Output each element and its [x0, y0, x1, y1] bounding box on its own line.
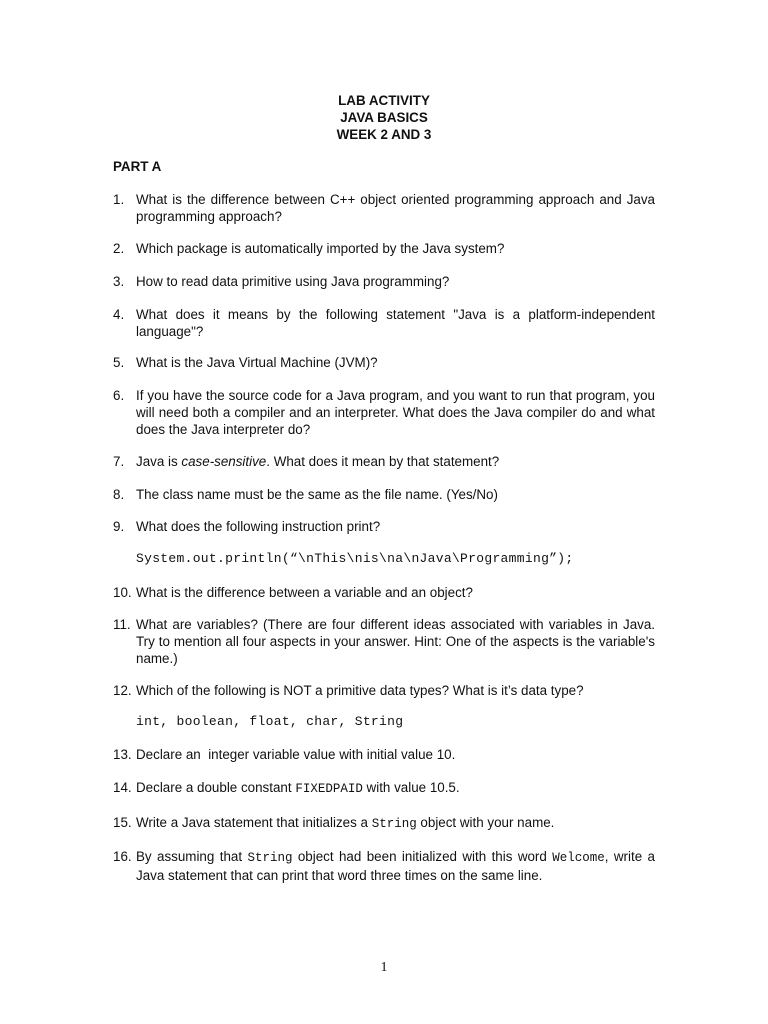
question-text: What is the difference between C++ object oriented programming approach and Java programming approach?	[136, 192, 655, 224]
title-week: WEEK 2 AND 3	[336, 127, 432, 142]
code-type-list: int, boolean, float, char, String	[136, 714, 404, 729]
question-text: If you have the source code for a Java program, and you want to run that program, you will need both a compiler and an interpreter. What does the Java compiler do and what does the Java interpreter do?	[136, 388, 655, 437]
question-2	[113, 240, 655, 257]
question-12	[113, 682, 655, 699]
question-number: 6.	[113, 388, 125, 403]
question-number: 12.	[113, 683, 132, 698]
question-15	[113, 814, 655, 833]
page-number: 1	[380, 960, 388, 975]
question-text-part: Declare a double constant	[136, 780, 296, 795]
question-text	[136, 453, 655, 470]
question-text	[136, 848, 655, 884]
question-text: How to read data primitive using Java programming?	[136, 274, 450, 289]
question-1	[113, 191, 655, 225]
title-lab-activity: LAB ACTIVITY	[338, 93, 430, 108]
question-text: What is the difference between a variable and an object?	[136, 585, 473, 600]
question-9	[113, 518, 655, 535]
question-10	[113, 584, 655, 601]
question-text-part: Java is	[136, 454, 182, 469]
question-text-part: object had been initialized with this word	[292, 849, 553, 864]
question-text: What is the Java Virtual Machine (JVM)?	[136, 355, 378, 370]
question-number: 13.	[113, 747, 132, 762]
question-16	[113, 848, 655, 884]
question-text-part: By assuming that	[136, 849, 248, 864]
question-number: 11.	[113, 617, 131, 632]
question-number: 8.	[113, 487, 125, 502]
question-text: What does the following instruction print?	[136, 519, 381, 534]
question-text-part: Write a Java statement that initializes a	[136, 815, 372, 830]
question-14	[113, 779, 655, 798]
question-3	[113, 273, 655, 290]
question-text: Which package is automatically imported by the Java system?	[136, 241, 505, 256]
inline-code: String	[247, 851, 293, 865]
question-number: 10.	[113, 585, 132, 600]
question-text: What does it means by the following statement "Java is a platform-independent language"?	[136, 307, 655, 339]
inline-code: FIXEDPAID	[295, 782, 363, 796]
question-number: 1.	[113, 192, 125, 207]
inline-code: String	[371, 817, 417, 831]
question-text	[136, 814, 655, 833]
question-text: Which of the following is NOT a primitive data types? What is it’s data type?	[136, 683, 584, 698]
question-text: Declare an integer variable value with initial value 10.	[136, 747, 456, 762]
question-7	[113, 453, 655, 470]
title-java-basics: JAVA BASICS	[340, 110, 428, 125]
question-text	[136, 779, 655, 798]
question-4	[113, 306, 655, 340]
question-text-part: , write a Java statement that can print that word three times on the same line.	[136, 849, 655, 883]
question-number: 2.	[113, 241, 125, 256]
question-number: 16.	[113, 849, 132, 864]
question-text-part: object with your name.	[416, 815, 555, 830]
question-text: The class name must be the same as the file name. (Yes/No)	[136, 487, 498, 502]
inline-code: Welcome	[552, 851, 605, 865]
question-8	[113, 486, 655, 503]
question-11	[113, 616, 655, 667]
section-heading: PART A	[113, 159, 162, 174]
question-number: 5.	[113, 355, 125, 370]
question-13	[113, 746, 655, 763]
question-number: 15.	[113, 815, 132, 830]
document-header	[0, 92, 768, 143]
question-5	[113, 354, 655, 371]
question-number: 14.	[113, 780, 132, 795]
code-println-statement: System.out.println(“\nThis\nis\na\nJava\Programming”);	[136, 551, 574, 566]
question-text-part: . What does it mean by that statement?	[266, 454, 500, 469]
question-text-part: with value 10.5.	[362, 780, 460, 795]
question-number: 4.	[113, 307, 125, 322]
question-text: What are variables? (There are four different ideas associated with variables in Java. Try to mention all four aspects in your answer. Hint: One of the aspects is the variable's name.)	[136, 617, 655, 666]
question-number: 9.	[113, 519, 125, 534]
question-number: 3.	[113, 274, 125, 289]
question-number: 7.	[113, 454, 125, 469]
emphasis-term: case-sensitive	[181, 454, 267, 469]
question-6	[113, 387, 655, 438]
